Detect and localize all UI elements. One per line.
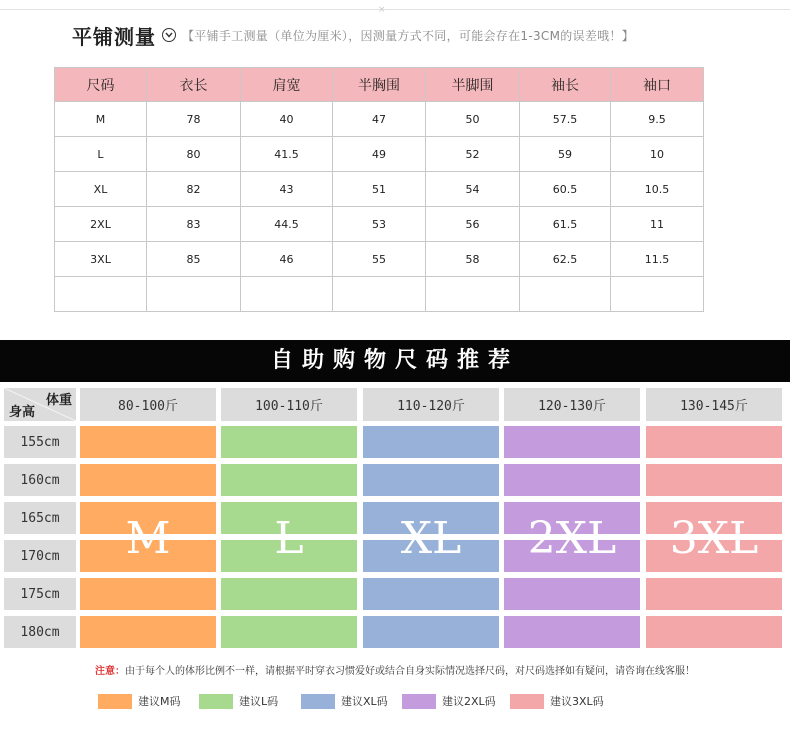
size-recommend-label: 2XL [527,512,617,564]
notice-label: 注意： [95,666,125,677]
size-table-cell: 46 [241,242,333,277]
size-table-cell [55,277,147,312]
weight-range-cell: 120-130斤 [504,388,640,421]
legend-item [301,693,388,709]
size-table-cell: 10 [611,137,704,172]
size-table-cell: 44.5 [241,207,333,242]
size-table-cell [147,277,241,312]
corner-weight-label: 体重 [45,393,72,408]
size-table-cell [241,277,333,312]
measure-heading [72,22,634,48]
size-table-cell [520,277,611,312]
size-table-cell: 78 [147,102,241,137]
size-table-cell: 80 [147,137,241,172]
legend-swatch [301,694,335,709]
weight-range-cell: 80-100斤 [80,388,216,421]
legend-label: 建议L码 [239,695,279,708]
size-color-block [80,426,216,458]
size-table-row [55,242,704,277]
size-color-block [363,540,499,572]
size-table-cell: L [55,137,147,172]
header-cell-sleeve: 袖长 [520,68,611,102]
size-color-block [363,426,499,458]
size-table-row [55,277,704,312]
legend-item [402,693,496,709]
size-table-cell [333,277,426,312]
size-table-header-row [55,68,704,102]
size-table-cell: 54 [426,172,520,207]
notice-text: 由于每个人的体形比例不一样，请根据平时穿衣习惯爱好或结合自身实际情况选择尺码，对尺码选择如有疑问，请咨询在线客服！ [125,666,695,677]
weight-range-cell: 110-120斤 [363,388,499,421]
legend-label: 建议M码 [138,695,181,708]
legend-item [199,693,278,709]
size-color-block [646,578,782,610]
measure-note: 【平铺手工测量（单位为厘米），因测量方式不同，可能会存在1-3CM的误差哦！】 [182,28,635,43]
size-color-block [221,578,357,610]
grid-corner-cell [4,388,76,421]
size-table-cell: 40 [241,102,333,137]
size-color-block [363,578,499,610]
size-table-cell: 53 [333,207,426,242]
legend-swatch [402,694,436,709]
size-color-block [646,616,782,648]
size-color-block [504,578,640,610]
corner-height-label: 身高 [9,405,36,420]
weight-range-cell: 100-110斤 [221,388,357,421]
size-table-cell: 82 [147,172,241,207]
size-table-cell [611,277,704,312]
size-table-row [55,137,704,172]
height-cell: 165cm [4,502,76,534]
size-table-cell: 55 [333,242,426,277]
top-divider [0,9,790,10]
size-recommend-label: 3XL [669,512,759,564]
size-table-cell: 41.5 [241,137,333,172]
header-cell-chest: 半胸围 [333,68,426,102]
size-color-block [221,540,357,572]
height-cell: 180cm [4,616,76,648]
recommend-banner: 自助购物尺码推荐 [0,340,790,382]
legend-label: 建议3XL码 [550,695,604,708]
size-color-block [363,616,499,648]
header-cell-shoulder: 肩宽 [241,68,333,102]
chevron-down-circle-icon [162,28,176,42]
size-table-cell [426,277,520,312]
legend-item [510,693,604,709]
size-table-row [55,102,704,137]
legend-swatch [98,694,132,709]
size-table-cell: 43 [241,172,333,207]
size-color-block [504,502,640,534]
size-table-cell: 47 [333,102,426,137]
size-table-cell: 51 [333,172,426,207]
size-color-block [646,540,782,572]
size-color-block [504,616,640,648]
size-table-cell: 9.5 [611,102,704,137]
size-notice [0,662,790,677]
size-table-cell: 83 [147,207,241,242]
height-cell: 160cm [4,464,76,496]
legend-label: 建议XL码 [341,695,388,708]
size-color-block [80,540,216,572]
legend-swatch [199,694,233,709]
measure-title: 平铺测量 [72,24,156,49]
size-table-cell: M [55,102,147,137]
legend-label: 建议2XL码 [442,695,496,708]
size-color-block [504,464,640,496]
size-table-row [55,172,704,207]
size-table-cell: XL [55,172,147,207]
header-cell-length: 衣长 [147,68,241,102]
size-color-block [504,426,640,458]
size-table [54,67,704,312]
divider-mark: × [378,5,386,15]
size-color-block [221,464,357,496]
height-cell: 170cm [4,540,76,572]
size-table-cell: 62.5 [520,242,611,277]
size-color-block [646,426,782,458]
size-color-block [646,464,782,496]
header-cell-size: 尺码 [55,68,147,102]
legend-item [98,693,181,709]
size-table-cell: 49 [333,137,426,172]
size-table-cell: 11.5 [611,242,704,277]
size-color-block [80,464,216,496]
size-table-cell: 11 [611,207,704,242]
size-color-block [504,540,640,572]
size-table-cell: 52 [426,137,520,172]
size-table-cell: 59 [520,137,611,172]
size-table-cell: 60.5 [520,172,611,207]
size-table-cell: 2XL [55,207,147,242]
size-color-block [80,502,216,534]
size-table-cell: 3XL [55,242,147,277]
size-color-block [221,502,357,534]
size-table-cell: 50 [426,102,520,137]
size-color-block [80,616,216,648]
height-cell: 175cm [4,578,76,610]
size-table-cell: 10.5 [611,172,704,207]
size-recommend-label: L [274,512,304,564]
size-table-cell: 58 [426,242,520,277]
legend-swatch [510,694,544,709]
height-cell: 155cm [4,426,76,458]
size-table-cell: 56 [426,207,520,242]
size-color-block [646,502,782,534]
header-cell-hem: 半脚围 [426,68,520,102]
size-color-block [363,502,499,534]
size-table-cell: 85 [147,242,241,277]
size-recommend-label: M [125,512,171,564]
header-cell-cuff: 袖口 [611,68,704,102]
weight-range-cell: 130-145斤 [646,388,782,421]
size-color-block [221,426,357,458]
size-table-cell: 61.5 [520,207,611,242]
size-table-row [55,207,704,242]
size-recommend-label: XL [400,512,462,564]
size-color-block [221,616,357,648]
size-color-block [363,464,499,496]
size-table-cell: 57.5 [520,102,611,137]
size-color-block [80,578,216,610]
